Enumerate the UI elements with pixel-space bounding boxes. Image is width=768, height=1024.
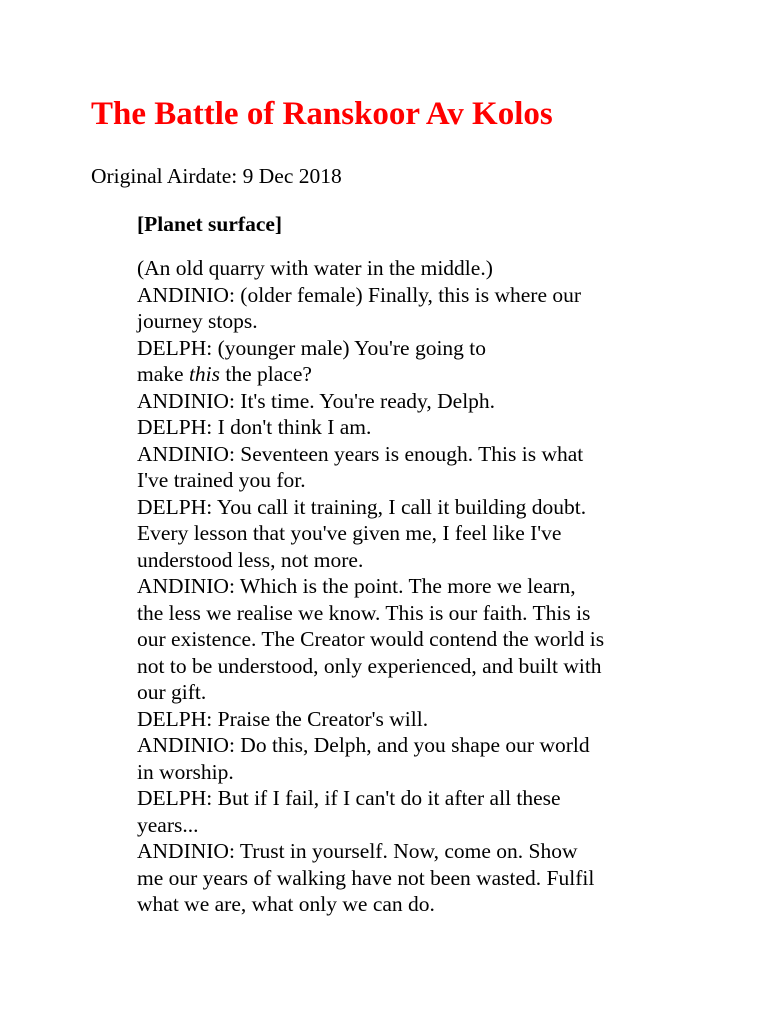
script-line: years... [137,812,199,837]
script-line: what we are, what only we can do. [137,892,435,916]
script-line: our gift. [137,680,207,704]
script-line: DELPH: Praise the Creator's will. [137,706,429,731]
script-body [137,255,657,918]
script-line: DELPH: (younger male) You're going to [137,335,487,360]
script-line: ANDINIO: Which is the point. The more we learn, [137,574,576,598]
script-line: ANDINIO: (older female) Finally, this is where our [137,282,582,307]
script-line: DELPH: You call it training, I call it building doubt. [137,494,587,519]
airdate-text: Original Airdate: 9 Dec 2018 [91,164,342,188]
script-line: journey stops. [137,309,258,333]
script-line [137,361,657,388]
script-line: ANDINIO: Trust in yourself. Now, come on. Show [137,839,578,863]
script-line: ANDINIO: Do this, Delph, and you shape our world [137,733,590,757]
script-line-text: the place? [220,362,312,386]
script-line: not to be understood, only experienced, and built with [137,653,602,678]
script-line-text: make [137,362,189,386]
script-line: I've trained you for. [137,468,306,492]
script-line: the less we realise we know. This is our faith. This is [137,600,591,625]
scene-heading: [Planet surface] [137,212,283,236]
page-title: The Battle of Ranskoor Av Kolos [91,96,553,132]
emphasized-word: this [188,362,221,386]
script-line: ANDINIO: It's time. You're ready, Delph. [137,388,496,413]
script-line: our existence. The Creator would contend the world is [137,627,605,651]
script-line: ANDINIO: Seventeen years is enough. This is what [137,441,584,466]
script-line: in worship. [137,759,234,784]
script-line: (An old quarry with water in the middle.) [137,256,493,280]
script-line: DELPH: But if I fail, if I can't do it after all these [137,786,561,810]
script-line: Every lesson that you've given me, I feel like I've [137,521,562,545]
script-line: DELPH: I don't think I am. [137,415,372,439]
script-line: me our years of walking have not been wasted. Fulfil [137,865,595,890]
script-line: understood less, not more. [137,547,364,572]
